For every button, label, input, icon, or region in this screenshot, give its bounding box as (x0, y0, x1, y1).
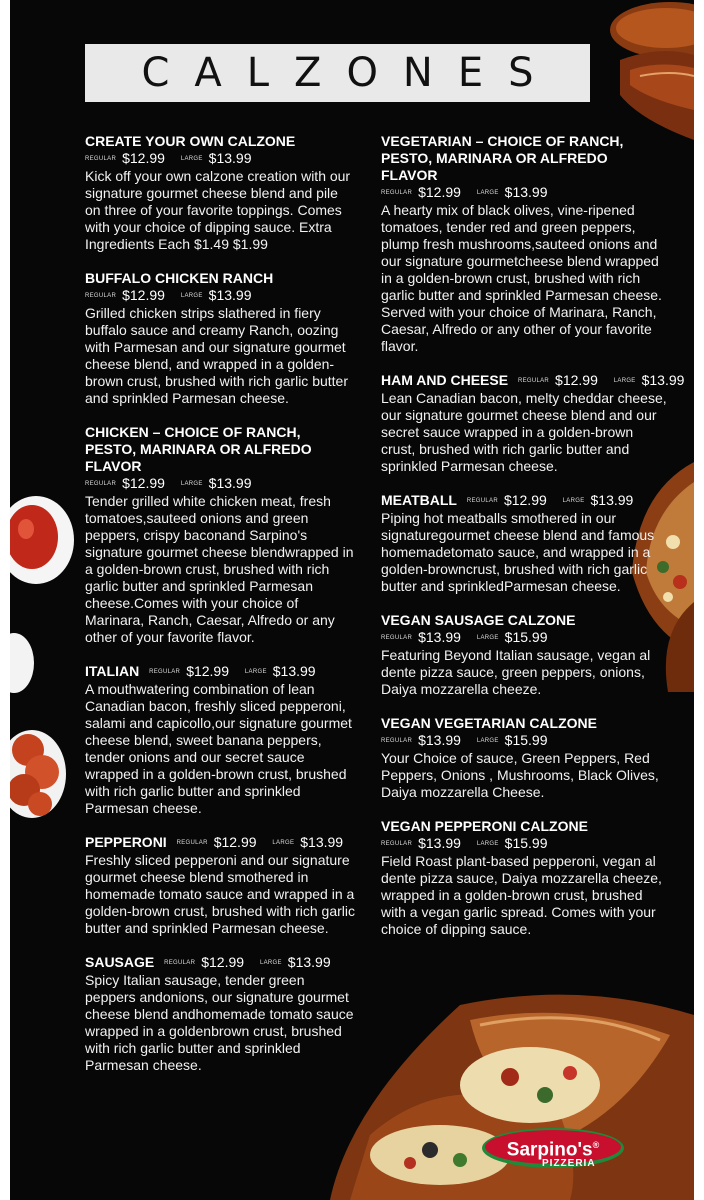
menu-item-vegetarian-choice-of-ranch-pesto-marinar (381, 133, 667, 355)
menu-item-vegan-vegetarian-calzone (381, 715, 667, 801)
item-name: PEPPERONI (85, 834, 167, 850)
item-prices (381, 184, 667, 202)
regular-price: $12.99 (213, 834, 257, 850)
item-description: A mouthwatering combination of lean Canadian bacon, freshly sliced pepperoni, salami and capicollo,our signature gourmet cheese blend, sweet banana peppers, tender onions and our secret sauce wrapped in a golden-brown crust, brushed with rich garlic butter and sprinkled Parmesan cheese. (85, 681, 352, 816)
regular-label: REGULAR (85, 481, 117, 487)
regular-price: $12.99 (122, 287, 165, 303)
large-price: $13.99 (504, 184, 548, 200)
title-banner (85, 44, 590, 102)
item-header (85, 663, 355, 681)
item-header (381, 372, 685, 390)
item-prices (381, 732, 667, 750)
item-description: Lean Canadian bacon, melty cheddar cheese, our signature gourmet cheese blend and our secret sauce wrapped in a golden-brown crust, brushed with rich garlic butter and sprinkled Parmesan cheese. (381, 390, 667, 474)
regular-label: REGULAR (517, 378, 550, 384)
regular-price: $12.99 (186, 663, 230, 679)
menu-item-sausage (85, 954, 355, 1074)
item-description: Spicy Italian sausage, tender green peppers andonions, our signature gourmet cheese blend andhomemade tomato sauce wrapped in a goldenbrown crust, brushed with rich garlic butter and sprinkled Parmesan cheese. (85, 972, 354, 1073)
item-name: MEATBALL (381, 492, 457, 508)
large-label: LARGE (476, 841, 499, 847)
large-label: LARGE (272, 840, 295, 846)
large-label: LARGE (476, 190, 499, 196)
regular-label: REGULAR (381, 635, 413, 641)
left-border (0, 0, 10, 1200)
large-price: $15.99 (504, 732, 548, 748)
menu-item-vegan-pepperoni-calzone (381, 818, 667, 938)
sarpinos-logo (482, 1128, 624, 1174)
brand-name: Sarpino's (506, 1139, 593, 1161)
regular-label: REGULAR (149, 669, 181, 675)
regular-price: $13.99 (418, 629, 461, 645)
item-description: Grilled chicken strips slathered in fiery buffalo sauce and creamy Ranch, oozing with Parmesan and our signature gourmet cheese blend, and wrapped in a golden-brown crust, brushed with rich garlic butter and sprinkled Parmesan cheese. (85, 305, 348, 406)
item-name: VEGAN VEGETARIAN CALZONE (381, 715, 597, 731)
regular-label: REGULAR (85, 156, 117, 162)
regular-price: $12.99 (201, 954, 245, 970)
regular-label: REGULAR (381, 190, 413, 196)
item-prices (85, 475, 355, 493)
regular-price: $12.99 (122, 150, 165, 166)
regular-label: REGULAR (381, 841, 413, 847)
page-title: CALZONES (141, 50, 559, 96)
item-name: CHICKEN – CHOICE OF RANCH, PESTO, MARINARA OR ALFREDO FLAVOR (85, 424, 312, 474)
large-price: $13.99 (590, 492, 634, 508)
item-name: HAM AND CHEESE (381, 372, 509, 388)
regular-price: $12.99 (555, 372, 598, 388)
pepperoni-image (10, 728, 66, 820)
large-price: $15.99 (504, 629, 548, 645)
calzone-top-image (600, 0, 694, 140)
regular-label: REGULAR (164, 960, 196, 966)
item-name: BUFFALO CHICKEN RANCH (85, 270, 274, 286)
large-label: LARGE (476, 635, 499, 641)
large-price: $13.99 (287, 954, 331, 970)
large-label: LARGE (259, 960, 282, 966)
item-header (85, 954, 355, 972)
menu-item-vegan-sausage-calzone (381, 612, 667, 698)
regular-label: REGULAR (381, 738, 413, 744)
item-description: Piping hot meatballs smothered in our signaturegourmet cheese blend and famous homemadetomato sauce, and wrapped in a golden-browncrust, brushed with rich garlic butter and sprinkledParmesan cheese. (381, 510, 655, 594)
menu-item-pepperoni (85, 834, 355, 937)
regular-price: $13.99 (418, 732, 461, 748)
item-description: Your Choice of sauce, Green Peppers, Red Peppers, Onions , Mushrooms, Black Olives, Daiya mozzarella Cheese. (381, 750, 659, 800)
large-price: $13.99 (208, 150, 252, 166)
item-prices (85, 287, 355, 305)
regular-price: $12.99 (503, 492, 547, 508)
large-price: $13.99 (272, 663, 316, 679)
large-label: LARGE (476, 738, 499, 744)
item-description: Freshly sliced pepperoni and our signature gourmet cheese blend smothered in homemade tomato sauce and wrapped in a golden-brown crust, brushed with rich garlic butter and sprinkled Parmesan cheese. (85, 852, 356, 936)
menu-item-meatball (381, 492, 667, 595)
menu-item-ham-and-cheese (381, 372, 685, 475)
marinara-bowl-image (10, 495, 74, 585)
large-price: $13.99 (300, 834, 344, 850)
regular-label: REGULAR (466, 498, 498, 504)
item-name: CREATE YOUR OWN CALZONE (85, 133, 296, 149)
menu-item-create-your-own-calzone (85, 133, 355, 253)
large-price: $13.99 (208, 475, 252, 491)
item-name: SAUSAGE (85, 954, 155, 970)
item-prices (381, 629, 667, 647)
large-label: LARGE (244, 669, 267, 675)
dipping-bowl-image (10, 632, 34, 694)
item-description: A hearty mix of black olives, vine-ripened tomatoes, tender red and green peppers, plump fresh mushrooms,sauteed onions and our signature gourmetcheese blend wrapped in a golden-brown crust, brushed with rich garlic butter and sprinkled Parmesan cheese. Served with your choice of Marinara, Ranch, Caesar, Alfredo or any other of your favorite flavor. (381, 202, 662, 354)
right-border (694, 0, 704, 1200)
large-label: LARGE (180, 156, 203, 162)
left-menu-column (85, 133, 355, 1091)
item-description: Field Roast plant-based pepperoni, vegan al dente pizza sauce, Daiya mozzarella cheeze, wrapped in a golden-brown crust, brushed with a vegan garlic spread. Comes with your choice of dipping sauce. (381, 853, 662, 937)
item-header (381, 492, 667, 510)
regular-label: REGULAR (176, 840, 208, 846)
large-price: $13.99 (208, 287, 252, 303)
item-description: Featuring Beyond Italian sausage, vegan al dente pizza sauce, green peppers, onions, Daiya mozzarella cheeze. (381, 647, 651, 697)
menu-item-chicken-choice-of-ranch-pesto-marinara-o (85, 424, 355, 646)
item-name: VEGETARIAN – CHOICE OF RANCH, PESTO, MARINARA OR ALFREDO FLAVOR (381, 133, 624, 183)
item-name: VEGAN SAUSAGE CALZONE (381, 612, 576, 628)
regular-label: REGULAR (85, 293, 117, 299)
item-prices (85, 150, 355, 168)
item-name: VEGAN PEPPERONI CALZONE (381, 818, 588, 834)
item-header (85, 834, 355, 852)
item-description: Kick off your own calzone creation with our signature gourmet cheese blend and pile on three of your favorite toppings. Comes with your choice of dipping sauce. Extra Ingredients Each $1.49 $1.99 (85, 168, 351, 252)
large-price: $15.99 (504, 835, 548, 851)
regular-price: $12.99 (418, 184, 461, 200)
large-price: $13.99 (641, 372, 685, 388)
menu-item-italian (85, 663, 355, 817)
large-label: LARGE (613, 378, 636, 384)
large-label: LARGE (180, 293, 203, 299)
regular-price: $13.99 (418, 835, 461, 851)
item-description: Tender grilled white chicken meat, fresh tomatoes,sauteed onions and green peppers, crispy baconand Sarpino's signature gourmet cheese blendwrapped in a golden-brown crust, brushed with rich garlic butter and sprinkled Parmesan cheese.Comes with your choice of Marinara, Ranch, Caesar, Alfredo or any other of your favorite flavor. (85, 493, 354, 645)
large-label: LARGE (180, 481, 203, 487)
menu-item-buffalo-chicken-ranch (85, 270, 355, 407)
registered-mark: ® (592, 1140, 600, 1150)
right-menu-column (381, 133, 685, 955)
item-prices (381, 835, 667, 853)
large-label: LARGE (562, 498, 585, 504)
brand-subtitle: PIZZERIA (542, 1158, 596, 1169)
regular-price: $12.99 (122, 475, 165, 491)
item-name: ITALIAN (85, 663, 140, 679)
